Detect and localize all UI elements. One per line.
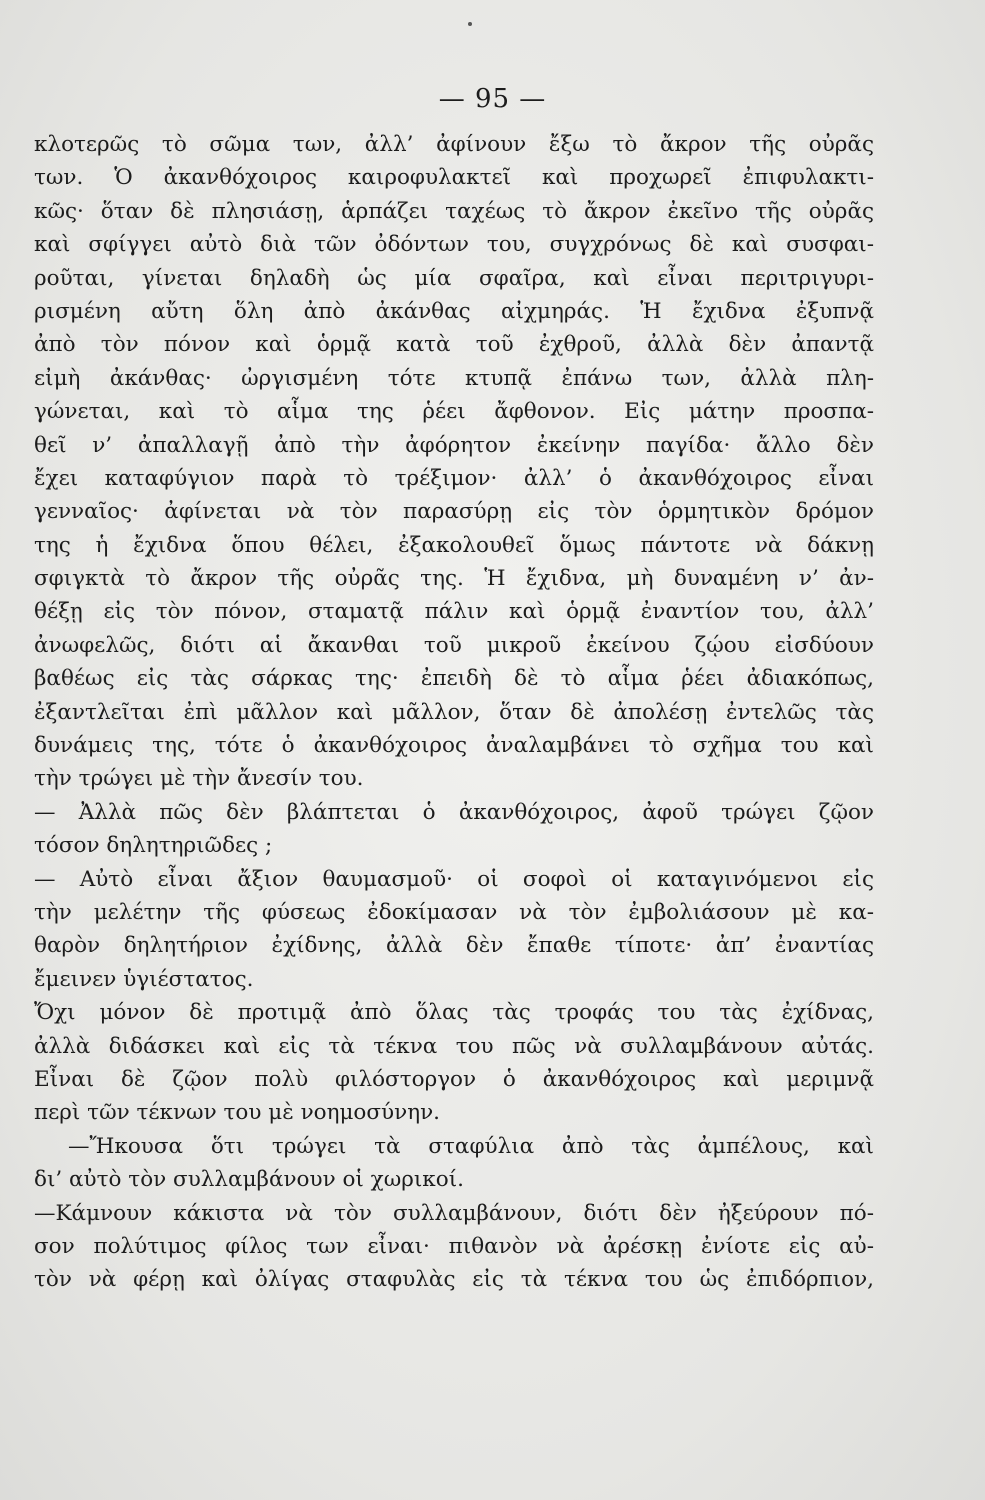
text-line: ροῦται, γίνεται δηλαδὴ ὡς μία σφαῖρα, καὶ εἶναι περιτριγυρι- bbox=[34, 265, 874, 291]
text-line: Εἶναι δὲ ζῷον πολὺ φιλόστοργον ὁ ἀκανθόχοιρος καὶ μεριμνᾷ bbox=[34, 1066, 874, 1092]
text-line: της ἡ ἔχιδνα ὅπου θέλει, ἐξακολουθεῖ ὅμως πάντοτε νὰ δάκνῃ bbox=[34, 532, 874, 558]
text-line: θεῖ ν’ ἀπαλλαγῇ ἀπὸ τὴν ἀφόρητον ἐκείνην παγίδα· ἄλλο δὲν bbox=[34, 432, 874, 458]
text-line: ἀπὸ τὸν πόνον καὶ ὁρμᾷ κατὰ τοῦ ἐχθροῦ, ἀλλὰ δὲν ἀπαντᾷ bbox=[34, 332, 874, 358]
text-line: σφιγκτὰ τὸ ἄκρον τῆς οὐρᾶς της. Ἡ ἔχιδνα, μὴ δυναμένη ν’ ἀν- bbox=[34, 566, 874, 592]
text-line: καὶ σφίγγει αὐτὸ διὰ τῶν ὀδόντων του, συγχρόνως δὲ καὶ συσφαι- bbox=[34, 232, 874, 258]
text-line: ἀλλὰ διδάσκει καὶ εἰς τὰ τέκνα του πῶς νὰ συλλαμβάνουν αὐτάς. bbox=[34, 1033, 874, 1059]
text-line: γώνεται, καὶ τὸ αἷμα της ῥέει ἄφθονον. Εἰς μάτην προσπα- bbox=[34, 399, 874, 425]
text-line: βαθέως εἰς τὰς σάρκας της· ἐπειδὴ δὲ τὸ αἷμα ῥέει ἀδιακόπως, bbox=[34, 666, 874, 692]
text-line: σον πολύτιμος φίλος των εἶναι· πιθανὸν νὰ ἀρέσκῃ ἐνίοτε εἰς αὐ- bbox=[34, 1233, 874, 1259]
text-line: — Αὐτὸ εἶναι ἄξιον θαυμασμοῦ· οἱ σοφοὶ οἱ καταγινόμενοι εἰς bbox=[34, 866, 874, 892]
text-line: δι’ αὐτὸ τὸν συλλαμβάνουν οἱ χωρικοί. bbox=[34, 1167, 464, 1193]
text-line: ἐξαντλεῖται ἐπὶ μᾶλλον καὶ μᾶλλον, ὅταν δὲ ἀπολέσῃ ἐντελῶς τὰς bbox=[34, 699, 874, 725]
text-line: περὶ τῶν τέκνων του μὲ νοημοσύνην. bbox=[34, 1100, 440, 1126]
text-line: γενναῖος· ἀφίνεται νὰ τὸν παρασύρῃ εἰς τὸν ὁρμητικὸν δρόμον bbox=[34, 499, 874, 525]
text-line: ἀνωφελῶς, διότι αἱ ἄκανθαι τοῦ μικροῦ ἐκείνου ζῴου εἰσδύουν bbox=[34, 632, 874, 658]
text-line: —Κάμνουν κάκιστα νὰ τὸν συλλαμβάνουν, διότι δὲν ἠξεύρουν πό- bbox=[34, 1200, 874, 1226]
text-line: —Ἤκουσα ὅτι τρώγει τὰ σταφύλια ἀπὸ τὰς ἀμπέλους, καὶ bbox=[68, 1133, 874, 1159]
text-line: τὴν μελέτην τῆς φύσεως ἐδοκίμασαν νὰ τὸν ἐμβολιάσουν μὲ κα- bbox=[34, 899, 874, 925]
text-line: τὴν τρώγει μὲ τὴν ἄνεσίν του. bbox=[34, 766, 364, 792]
text-line: θαρὸν δηλητήριον ἐχίδνης, ἀλλὰ δὲν ἔπαθε τίποτε· ἀπ’ ἐναντίας bbox=[34, 933, 874, 959]
text-line: κῶς· ὅταν δὲ πλησιάσῃ, ἁρπάζει ταχέως τὸ ἄκρον ἐκεῖνο τῆς οὐρᾶς bbox=[34, 198, 874, 224]
text-line: θέξῃ εἰς τὸν πόνον, σταματᾷ πάλιν καὶ ὁρμᾷ ἐναντίον του, ἀλλ’ bbox=[34, 599, 874, 625]
text-line: τόσον δηλητηριῶδες ; bbox=[34, 833, 273, 859]
text-line: ἔχει καταφύγιον παρὰ τὸ τρέξιμον· ἀλλ’ ὁ ἀκανθόχοιρος εἶναι bbox=[34, 465, 874, 491]
print-speck bbox=[468, 22, 472, 26]
text-line: Ὄχι μόνον δὲ προτιμᾷ ἀπὸ ὅλας τὰς τροφάς του τὰς ἐχίδνας, bbox=[34, 1000, 874, 1026]
body-text bbox=[34, 128, 874, 1297]
text-line: δυνάμεις της, τότε ὁ ἀκανθόχοιρος ἀναλαμβάνει τὸ σχῆμα του καὶ bbox=[34, 733, 874, 759]
text-line: ἔμεινεν ὑγιέστατος. bbox=[34, 966, 254, 992]
text-line: κλοτερῶς τὸ σῶμα των, ἀλλ’ ἀφίνουν ἔξω τὸ ἄκρον τῆς οὐρᾶς bbox=[34, 132, 874, 157]
text-line: — Ἀλλὰ πῶς δὲν βλάπτεται ὁ ἀκανθόχοιρος, ἀφοῦ τρώγει ζῷον bbox=[34, 799, 874, 825]
text-line: των. Ὁ ἀκανθόχοιρος καιροφυλακτεῖ καὶ προχωρεῖ ἐπιφυλακτι- bbox=[34, 165, 874, 191]
text-line: εἰμὴ ἀκάνθας· ὠργισμένη τότε κτυπᾷ ἐπάνω των, ἀλλὰ πλη- bbox=[34, 365, 874, 391]
text-line: τὸν νὰ φέρῃ καὶ ὀλίγας σταφυλὰς εἰς τὰ τέκνα του ὡς ἐπιδόρπιον, bbox=[34, 1267, 874, 1293]
text-line: ρισμένη αὔτη ὅλη ἀπὸ ἀκάνθας αἰχμηράς. Ἡ ἔχιδνα ἐξυπνᾷ bbox=[34, 298, 874, 324]
page-number: — 95 — bbox=[438, 84, 547, 114]
